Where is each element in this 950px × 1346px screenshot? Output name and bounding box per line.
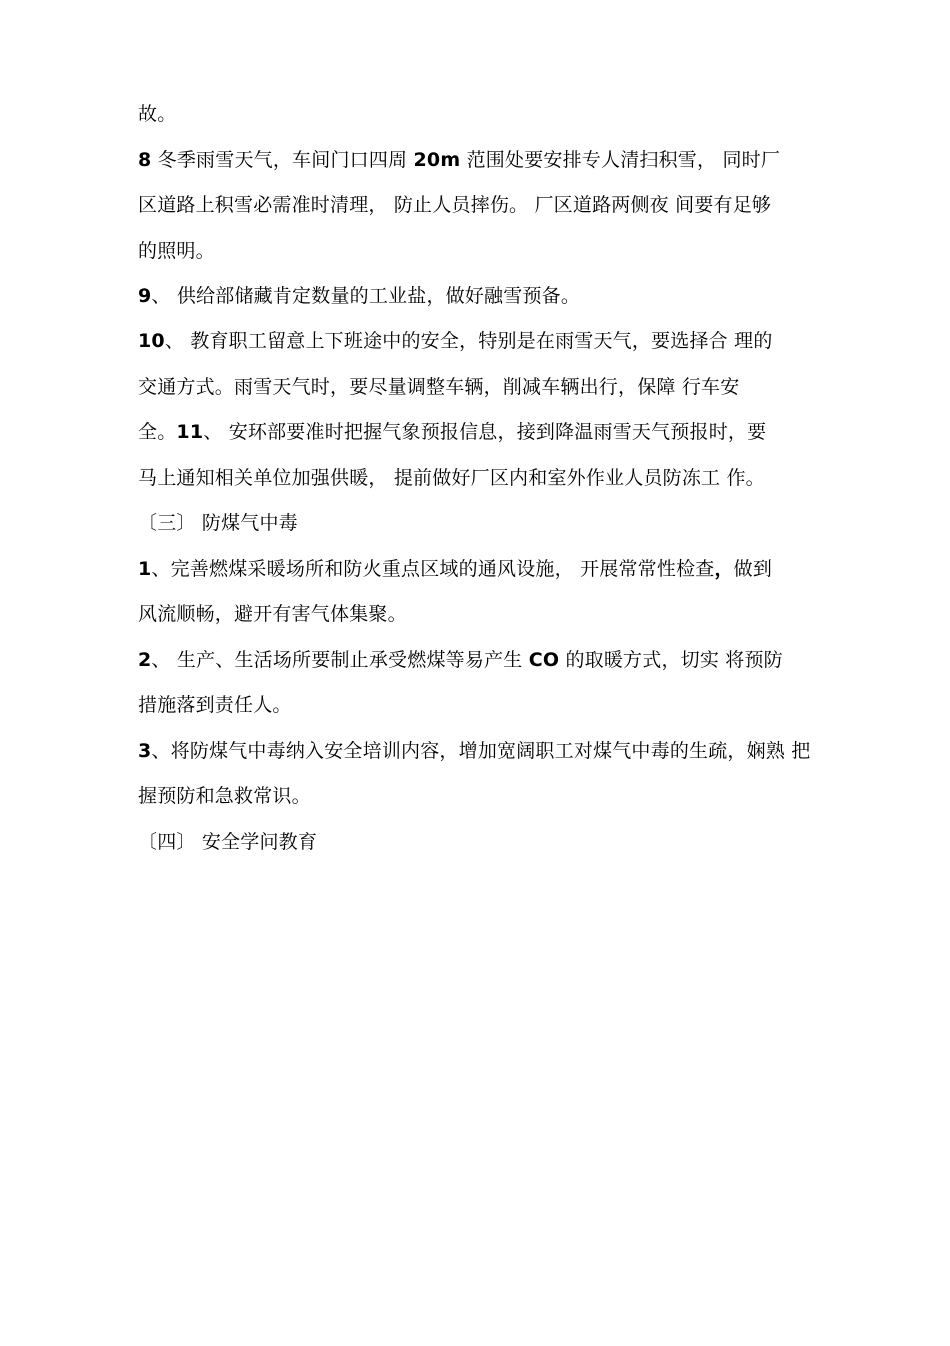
line-text: 的取暖方式，切实 将预防 — [559, 649, 783, 671]
line-text: 的照明。 — [138, 240, 215, 262]
text-line — [138, 102, 176, 126]
line-text: 、 供给部储藏肯定数量的工业盐，做好融雪预备。 — [151, 285, 581, 307]
line-text: 、 生产、生活场所要制止承受燃煤等易产生 — [151, 649, 529, 671]
line-text: 握预防和急救常识。 — [138, 785, 311, 807]
line-text: 交通方式。雨雪天气时，要尽量调整车辆，削减车辆出行，保障 行车安 — [138, 376, 740, 398]
item-number-2: 2 — [138, 649, 152, 671]
line-text: 全。 — [138, 421, 177, 443]
line-text: 马上通知相关单位加强供暖， 提前做好厂区内和室外作业人员防冻工 作。 — [138, 467, 765, 489]
line-text: 、将防煤气中毒纳入安全培训内容，增加宽阔职工对煤气中毒的生疏，娴熟 把 — [151, 740, 811, 762]
line-text: 冬季雨雪天气，车间门口四周 — [151, 149, 414, 171]
heading-text: 〔三〕 防煤气中毒 — [138, 512, 298, 534]
line-text: 、 教育职工留意上下班途中的安全，特别是在雨雪天气，要选择合 理的 — [164, 330, 773, 352]
text-line — [138, 557, 772, 581]
distance-value: 20m — [413, 149, 461, 171]
bold-comma: ， — [714, 558, 734, 580]
heading-text: 〔四〕 安全学问教育 — [138, 831, 318, 853]
text-line — [138, 784, 311, 808]
line-text: 措施落到责任人。 — [138, 694, 292, 716]
section-heading-3 — [138, 511, 298, 535]
text-line — [138, 329, 773, 353]
text-line — [138, 420, 766, 444]
item-number-3: 3 — [138, 740, 152, 762]
text-line — [138, 602, 407, 626]
line-text: 、 安环部要准时把握气象预报信息，接到降温雨雪天气预报时，要 — [203, 421, 767, 443]
line-text: 范围处要安排专人清扫积雪， 同时厂 — [460, 149, 781, 171]
item-number-9: 9 — [138, 285, 152, 307]
line-text: 做到 — [733, 558, 773, 580]
line-text: 、完善燃煤采暖场所和防火重点区域的通风设施， 开展常常性检查 — [151, 558, 715, 580]
item-number-1: 1 — [138, 558, 152, 580]
text-line — [138, 239, 215, 263]
text-line — [138, 375, 739, 399]
item-number-11: 11 — [176, 421, 204, 443]
line-text: 区道路上积雪必需准时清理， 防止人员摔伤。 厂区道路两侧夜 间要有足够 — [138, 194, 772, 216]
text-line — [138, 466, 765, 490]
co-label: CO — [528, 649, 560, 671]
text-line — [138, 648, 783, 672]
text-line — [138, 193, 771, 217]
section-heading-4 — [138, 830, 317, 854]
line-text: 风流顺畅，避开有害气体集聚。 — [138, 603, 407, 625]
line-text: 故。 — [138, 103, 177, 125]
item-number-10: 10 — [138, 330, 165, 352]
item-number-8: 8 — [138, 149, 152, 171]
text-line — [138, 148, 780, 172]
text-line — [138, 693, 292, 717]
text-line — [138, 739, 810, 763]
text-line — [138, 284, 580, 308]
